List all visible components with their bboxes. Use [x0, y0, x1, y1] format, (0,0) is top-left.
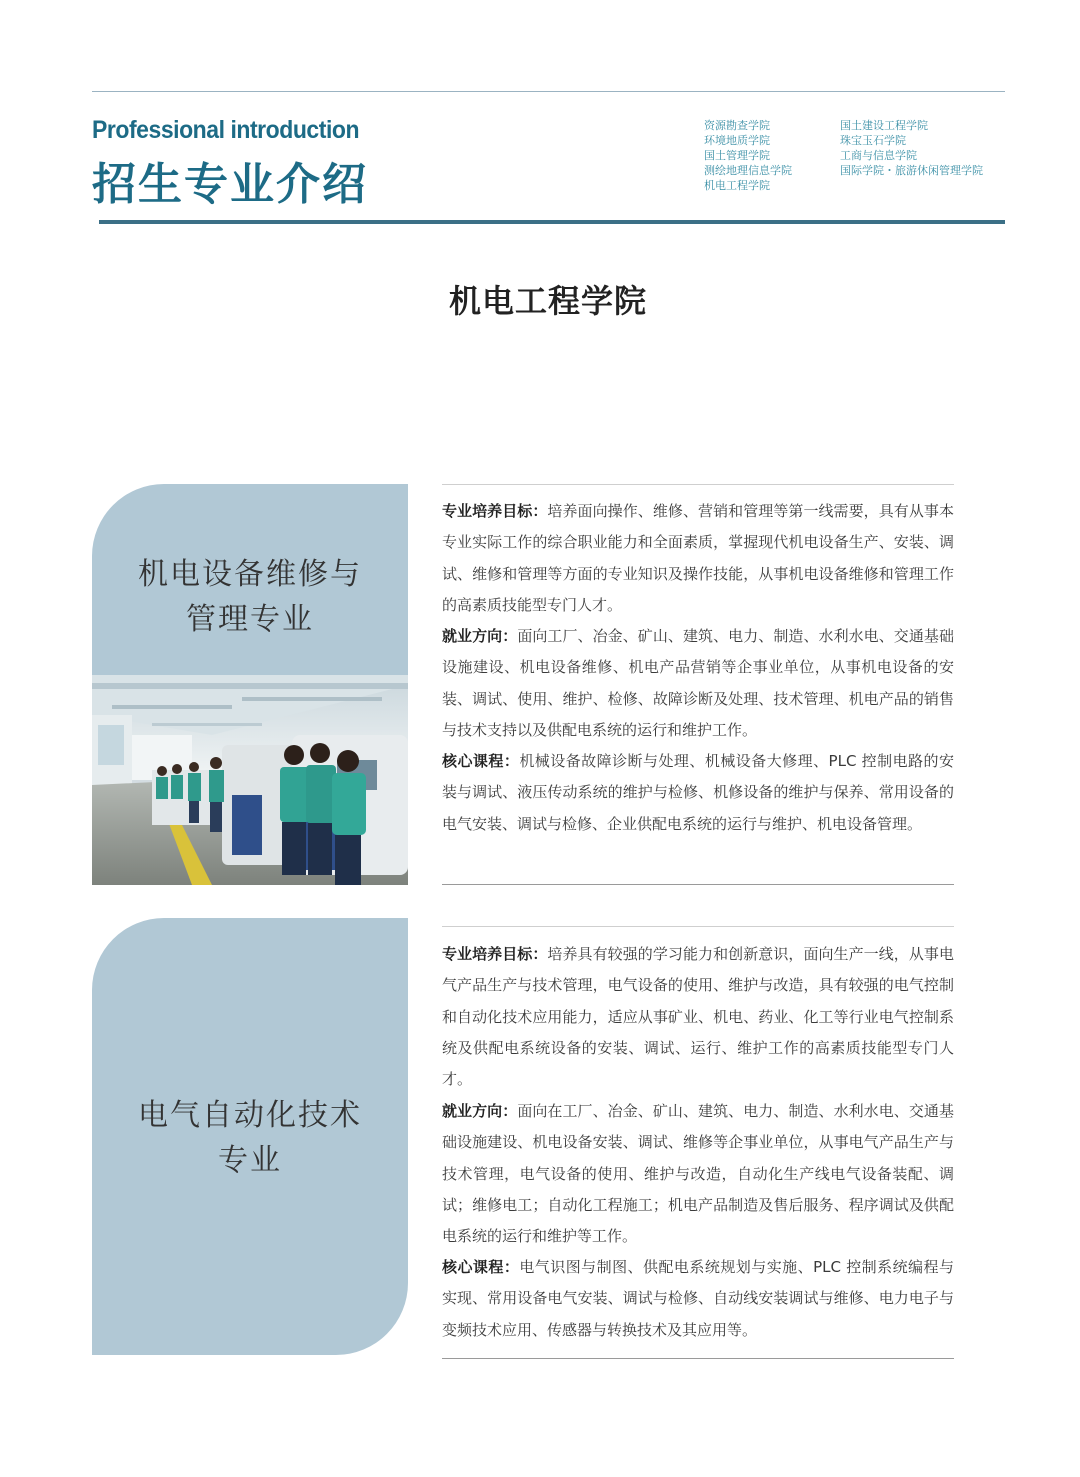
major-name	[92, 552, 408, 642]
major-name-line: 机电设备维修与	[138, 557, 362, 592]
core-courses-label: 核心课程：	[442, 752, 520, 770]
description-top-rule	[442, 926, 954, 927]
core-courses-text: 机械设备故障诊断与处理、机械设备大修理、PLC 控制电路的安装与调试、液压传动系统的维护与检修、机修设备的维护与保养、常用设备的电气安装、调试与检修、企业供配电系统的运行与维护、机电设备管理。	[442, 752, 954, 833]
page-title: 机电工程学院	[448, 282, 647, 320]
header-title-chinese: 招生专业介绍	[92, 159, 368, 210]
college-item: 机电工程学院	[704, 179, 770, 192]
header-divider-bar	[99, 220, 1005, 224]
college-item: 资源勘查学院	[704, 119, 770, 132]
major-name-line: 专业	[218, 1143, 282, 1178]
college-list-left	[704, 118, 792, 193]
training-goal-label: 专业培养目标：	[442, 502, 548, 520]
major-name-line: 电气自动化技术	[138, 1098, 362, 1133]
college-item: 国际学院・旅游休闲管理学院	[840, 164, 983, 177]
major-name-panel	[92, 484, 408, 885]
career-direction-paragraph	[442, 1096, 954, 1252]
training-goal-label: 专业培养目标：	[442, 945, 548, 963]
college-item: 工商与信息学院	[840, 149, 917, 162]
core-courses-text: 电气识图与制图、供配电系统规划与实施、PLC 控制系统编程与实现、常用设备电气安装、调试与检修、自动线安装调试与维修、电力电子与变频技术应用、传感器与转换技术及其应用等。	[442, 1258, 954, 1339]
core-courses-paragraph	[442, 746, 954, 840]
college-item: 环境地质学院	[704, 134, 770, 147]
workshop-photo	[92, 675, 408, 885]
core-courses-label: 核心课程：	[442, 1258, 520, 1276]
training-goal-paragraph	[442, 496, 954, 621]
description-top-rule	[442, 484, 954, 485]
career-direction-paragraph	[442, 621, 954, 746]
training-goal-paragraph	[442, 939, 954, 1095]
major-description	[442, 926, 954, 1359]
college-item: 测绘地理信息学院	[704, 164, 792, 177]
major-name-line: 管理专业	[186, 602, 314, 637]
core-courses-paragraph	[442, 1252, 954, 1346]
college-list-right	[840, 118, 983, 178]
career-direction-label: 就业方向：	[442, 1102, 518, 1120]
major-description	[442, 484, 954, 885]
major-name	[92, 1093, 408, 1183]
header-title-english: Professional introduction	[92, 116, 360, 144]
description-bottom-rule	[442, 884, 954, 885]
college-item: 国土建设工程学院	[840, 119, 928, 132]
header-top-rule	[92, 91, 1005, 92]
college-item: 珠宝玉石学院	[840, 134, 906, 147]
description-bottom-rule	[442, 1358, 954, 1359]
training-goal-text: 培养具有较强的学习能力和创新意识，面向生产一线，从事电气产品生产与技术管理，电气设备的使用、维护与改造，具有较强的电气控制和自动化技术应用能力，适应从事矿业、机电、药业、化工等行业电气控制系统及供配电系统设备的安装、调试、运行、维护工作的高素质技能型专门人才。	[442, 945, 954, 1089]
career-direction-label: 就业方向：	[442, 627, 518, 645]
career-direction-text: 面向在工厂、冶金、矿山、建筑、电力、制造、水利水电、交通基础设施建设、机电设备安装、调试、维修等企事业单位，从事电气产品生产与技术管理，电气设备的使用、维护与改造，自动化生产线电气设备装配、调试；维修电工；自动化工程施工；机电产品制造及售后服务、程序调试及供配电系统的运行和维护等工作。	[442, 1102, 954, 1246]
major-name-panel	[92, 918, 408, 1355]
training-goal-text: 培养面向操作、维修、营销和管理等第一线需要，具有从事本专业实际工作的综合职业能力和全面素质，掌握现代机电设备生产、安装、调试、维修和管理等方面的专业知识及操作技能，从事机电设备维修和管理工作的高素质技能型专门人才。	[442, 502, 954, 614]
college-item: 国土管理学院	[704, 149, 770, 162]
career-direction-text: 面向工厂、冶金、矿山、建筑、电力、制造、水利水电、交通基础设施建设、机电设备维修、机电产品营销等企事业单位，从事机电设备的安装、调试、使用、维护、检修、故障诊断及处理、技术管理、机电产品的销售与技术支持以及供配电系统的运行和维护工作。	[442, 627, 954, 739]
